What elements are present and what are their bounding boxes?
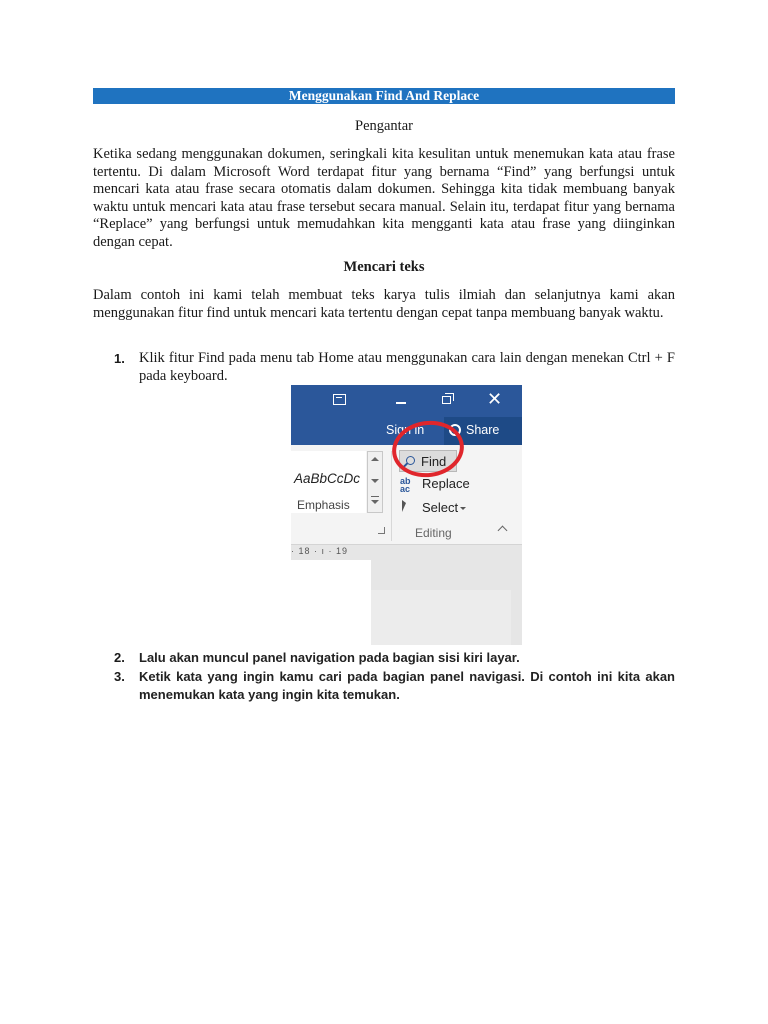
collapse-ribbon-icon[interactable] xyxy=(498,526,508,536)
chevron-up-icon[interactable] xyxy=(371,457,379,461)
ribbon-display-options-icon[interactable] xyxy=(333,394,346,405)
section-paragraph: Dalam contoh ini kami telah membuat teks karya tulis ilmiah dan selanjutnya kami akan menggunakan fitur find untuk mencari kata tertentu dengan cepat tanpa membuang banyak waktu. xyxy=(93,287,675,321)
minimize-icon[interactable] xyxy=(396,402,406,404)
select-dropdown-icon[interactable] xyxy=(460,507,466,510)
chevron-down-icon[interactable] xyxy=(371,479,379,483)
list-text: Ketik kata yang ingin kamu cari pada bagian panel navigasi. Di contoh ini kita akan menemukan kata yang ingin kita temukan. xyxy=(139,669,675,702)
style-gallery-scroll[interactable] xyxy=(367,451,383,513)
style-gallery-item[interactable] xyxy=(291,451,366,513)
style-name: Emphasis xyxy=(297,498,350,512)
document-subtitle: Pengantar xyxy=(355,118,413,134)
list-number: 3. xyxy=(114,669,125,684)
replace-icon: ab ac xyxy=(400,476,411,494)
list-text: Klik fitur Find pada menu tab Home atau menggunakan cara lain dengan menekan Ctrl + F pada keyboard. xyxy=(139,350,675,384)
replace-button[interactable]: Replace xyxy=(422,476,470,491)
style-sample: AaBbCcDc xyxy=(294,471,361,486)
group-divider xyxy=(391,451,392,541)
more-styles-icon[interactable] xyxy=(371,496,379,504)
list-number: 1. xyxy=(114,351,125,366)
word-ribbon-screenshot xyxy=(291,385,522,645)
sign-in-link[interactable]: Sign in xyxy=(386,423,425,437)
section-heading: Mencari teks xyxy=(343,259,425,275)
select-button[interactable]: Select xyxy=(422,500,459,515)
document-page-preview xyxy=(291,560,371,645)
document-page-shadow xyxy=(371,590,511,645)
restore-back-icon xyxy=(445,393,454,401)
find-label: Find xyxy=(421,454,447,469)
share-label: Share xyxy=(466,423,500,437)
styles-dialog-launcher-icon[interactable] xyxy=(378,527,385,534)
editing-group-label: Editing xyxy=(415,526,452,540)
intro-paragraph: Ketika sedang menggunakan dokumen, seringkali kita kesulitan untuk menemukan kata atau frase tertentu. Di dalam Microsoft Word terdapat fitur yang bernama “Find” yang berfungsi untuk mencari kata atau frase secara otomatis dalam dokumen. Sehingga kita tidak membuang banyak waktu untuk mencari kata atau frase tersebut secara manual. Selain itu, terdapat fitur yang bernama “Replace” yang berfungsi untuk memudahkan kita mengganti kata atau frase yang diinginkan dengan cepat. xyxy=(93,146,675,250)
cursor-icon xyxy=(402,500,406,512)
list-text: Lalu akan muncul panel navigation pada bagian sisi kiri layar. xyxy=(139,650,520,665)
close-icon[interactable]: ✕ xyxy=(487,389,503,409)
document-title: Menggunakan Find And Replace xyxy=(93,88,675,104)
list-number: 2. xyxy=(114,650,125,665)
ruler: · 18 · ı · 19 xyxy=(291,546,349,556)
